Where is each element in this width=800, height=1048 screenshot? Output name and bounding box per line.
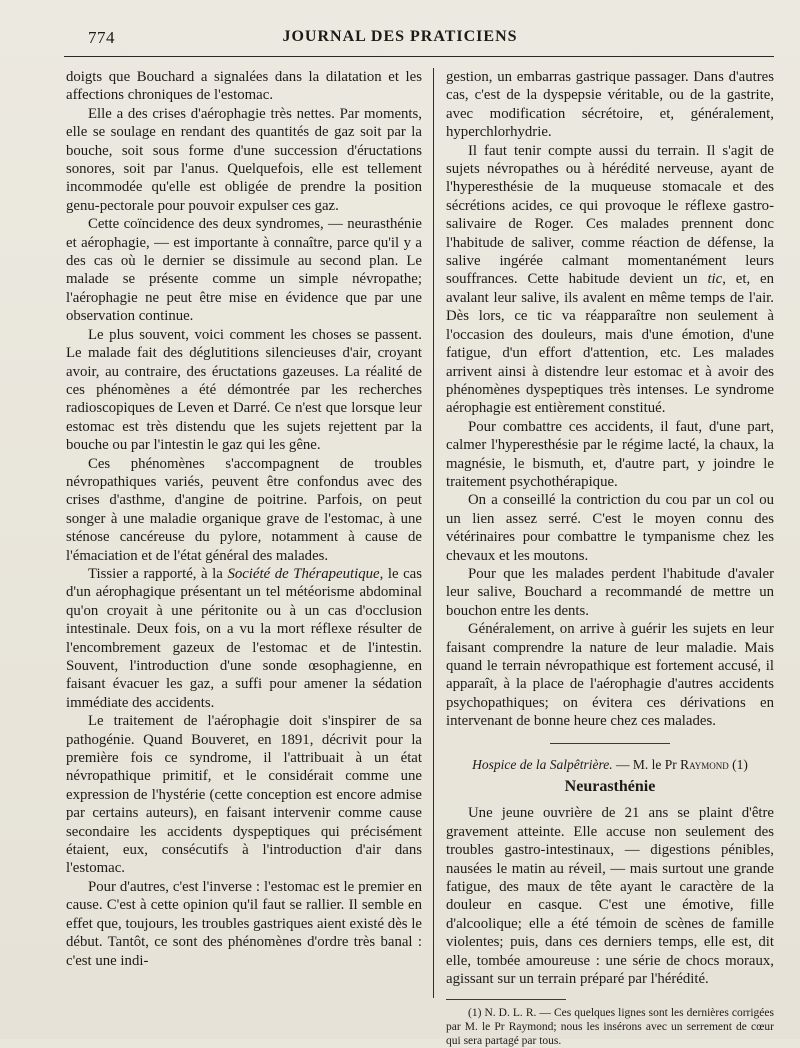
paragraph: Le plus souvent, voici comment les choses se passent. Le malade fait des déglutitions silencieuses d'air, croyant avoir, au contraire, des éructations gazeuses. La réalité de ces phénomènes a été démontrée par les recherches radioscopiques de Leven et Darré. Ce n'est que lorsque leur estomac est très distendu que les sujets rejettent par la bouche ou par l'intestin le gaz qui les gêne. (66, 326, 422, 454)
paragraph: On a conseillé la contriction du cou par un col ou un lien assez serré. C'est le moyen connu des vétérinaires pour combattre le tympanisme chez les chevaux et les moutons. (446, 492, 774, 564)
footnote: (1) N. D. L. R. — Ces quelques lignes sont les dernières corrigées par M. le Pr Raymond; nous les insérons avec un serrement de cœur qui sera partagé par tous. (446, 1006, 774, 1047)
lecture-prefix: — M. le Pr (612, 756, 681, 772)
paragraph: Pour combattre ces accidents, il faut, d'une part, calmer l'hyperesthésie par le régime lacté, la chaux, la magnésie, le bismuth, et, d'autre part, y joindre le traitement psychothérapique. (446, 418, 774, 490)
paragraph (66, 565, 422, 712)
journal-title: JOURNAL DES PRATICIENS (282, 28, 518, 45)
paragraph-text: , et, en avalant leur salive, ils avalent en même temps de l'air. Dès lors, ce tic va réapparaître non seulement à l'occasion des douleurs, mais d'une émotion, d'une fatigue, d'un effort d'attention, etc. Les malades arrivent ainsi à distendre leur estomac et à avoir des phénomènes dyspeptiques très intenses. Le syndrome aérophagie est entièrement constitué. (446, 271, 774, 417)
section-separator (550, 743, 670, 744)
paragraph-text: Il faut tenir compte aussi du terrain. Il s'agit de sujets névropathes ou à hérédité nerveuse, ayant de l'hyperesthésie de la muqueuse stomacale et des sécrétions acides, ce qui provoque le réflexe gastro-salivaire de Roger. Ces malades prennent donc l'habitude de saliver, comme réaction de défense, la salive ingérée calmant momentanément leurs souffrances. Cette habitude devient un (446, 142, 774, 288)
hospice-name: Hospice de la Salpêtrière. (472, 756, 613, 772)
author-name: Raymond (680, 756, 729, 772)
paragraph: Ces phénomènes s'accompagnent de troubles névropathiques variés, peuvent être confondus avec des crises d'asthme, d'angine de poitrine. Parfois, on peut songer à une maladie organique grave de l'estomac, à une sténose cancéreuse du pylore, notamment à cause de l'émaciation et de l'état général des malades. (66, 455, 422, 564)
footnote-ref: (1) (728, 756, 748, 772)
footnote-rule (446, 999, 566, 1000)
paragraph: Elle a des crises d'aérophagie très nettes. Par moments, elle se soulage en rendant des quantités de gaz soit par la bouche, soit sous forme d'une succession d'éructations sonores, soit par l'anus. Quelquefois, elle est tellement incommodée qu'elle est obligée de prendre la position genu-pectorale pour pouvoir expulser ces gaz. (66, 105, 422, 214)
paragraph: doigts que Bouchard a signalées dans la dilatation et les affections chroniques de l'estomac. (66, 69, 422, 104)
paragraph: Généralement, on arrive à guérir les sujets en leur faisant comprendre la nature de leur maladie. Mais quand le terrain névropathique est fortement accusé, il apparaît, à la place de l'aérophagie d'autres accidents psychopathiques; on évitera ces dérivations en intervenant de bonne heure chez ces malades. (446, 621, 774, 730)
right-column (446, 68, 774, 1048)
paragraph: Cette coïncidence des deux syndromes, — neurasthénie et aérophagie, — est importante à connaître, parce qu'il y a des cas où le dernier se dissimule au second plan. Le malade se présente comme un simple névropathe; l'aérophagie ne peut être mise en évidence que par une observation continue. (66, 216, 422, 325)
paragraph: Une jeune ouvrière de 21 ans se plaint d'être gravement atteinte. Elle accuse non seulement des troubles gastro-intestinaux, — digestions pénibles, nausées le matin au réveil, — mais surtout une grande fatigue, des maux de tête ayant le caractère de la douleur en casque. C'est une émotive, fille d'alcoolique; elle a été témoin de scènes de famille violentes; puis, dans ces derniers temps, elle est, dit elle, tombée amoureuse : une série de chocs moraux, agissant sur un terrain préparé par l'hérédité. (446, 805, 774, 988)
paragraph-text: , le cas d'un aérophagique présentant un tel météorisme abdominal qu'on croyait à une péritonite ou à un cas d'occlusion intestinale. Deux fois, on a vu la mort réflexe résulter de l'encombrement gazeux de l'estomac et de l'intestin. Souvent, l'introduction d'une sonde œsophagienne, en faisant évacuer les gaz, a suffi pour amener la sédation immédiate des accidents. (66, 565, 422, 711)
paragraph: gestion, un embarras gastrique passager. Dans d'autres cas, c'est de la dyspepsie véritable, ou de la gastrite, avec modification sécrétoire, et, généralement, hyperchlorhydrie. (446, 69, 774, 141)
lecture-source (446, 756, 774, 774)
column-rule (433, 68, 434, 998)
paragraph (446, 142, 774, 418)
society-name: Société de Thérapeutique (227, 565, 380, 582)
paragraph-text: Tissier a rapporté, à la (88, 565, 228, 582)
section-title: Neurasthénie (564, 778, 656, 796)
left-column (66, 68, 422, 970)
header-rule (64, 56, 774, 57)
paragraph: Pour que les malades perdent l'habitude d'avaler leur salive, Bouchard a recommandé de mettre un bouchon entre les dents. (446, 565, 774, 619)
paragraph: Le traitement de l'aérophagie doit s'inspirer de sa pathogénie. Quand Bouveret, en 1891, décrivit pour la première fois ce syndrome, il l'attribuait à un état névropathique primitif, et le considérait comme une expression de l'hystérie (cette conception est encore admise par certains auteurs), en faisant intervenir comme cause secondaire les accidents dyspeptiques qui précisément étaient, eux, consécutifs à l'introduction d'air dans l'estomac. (66, 713, 422, 877)
page-number: 774 (88, 28, 115, 47)
emphasis: tic (707, 271, 723, 288)
page-header (0, 0, 800, 60)
paragraph: Pour d'autres, c'est l'inverse : l'estomac est le premier en cause. C'est à cette opinion qu'il faut se rallier. Il semble en effet que, toujours, les troubles gastriques aient existé dès le début. Tantôt, ce sont des phénomènes d'ordre très banal : c'est une indi- (66, 878, 422, 969)
